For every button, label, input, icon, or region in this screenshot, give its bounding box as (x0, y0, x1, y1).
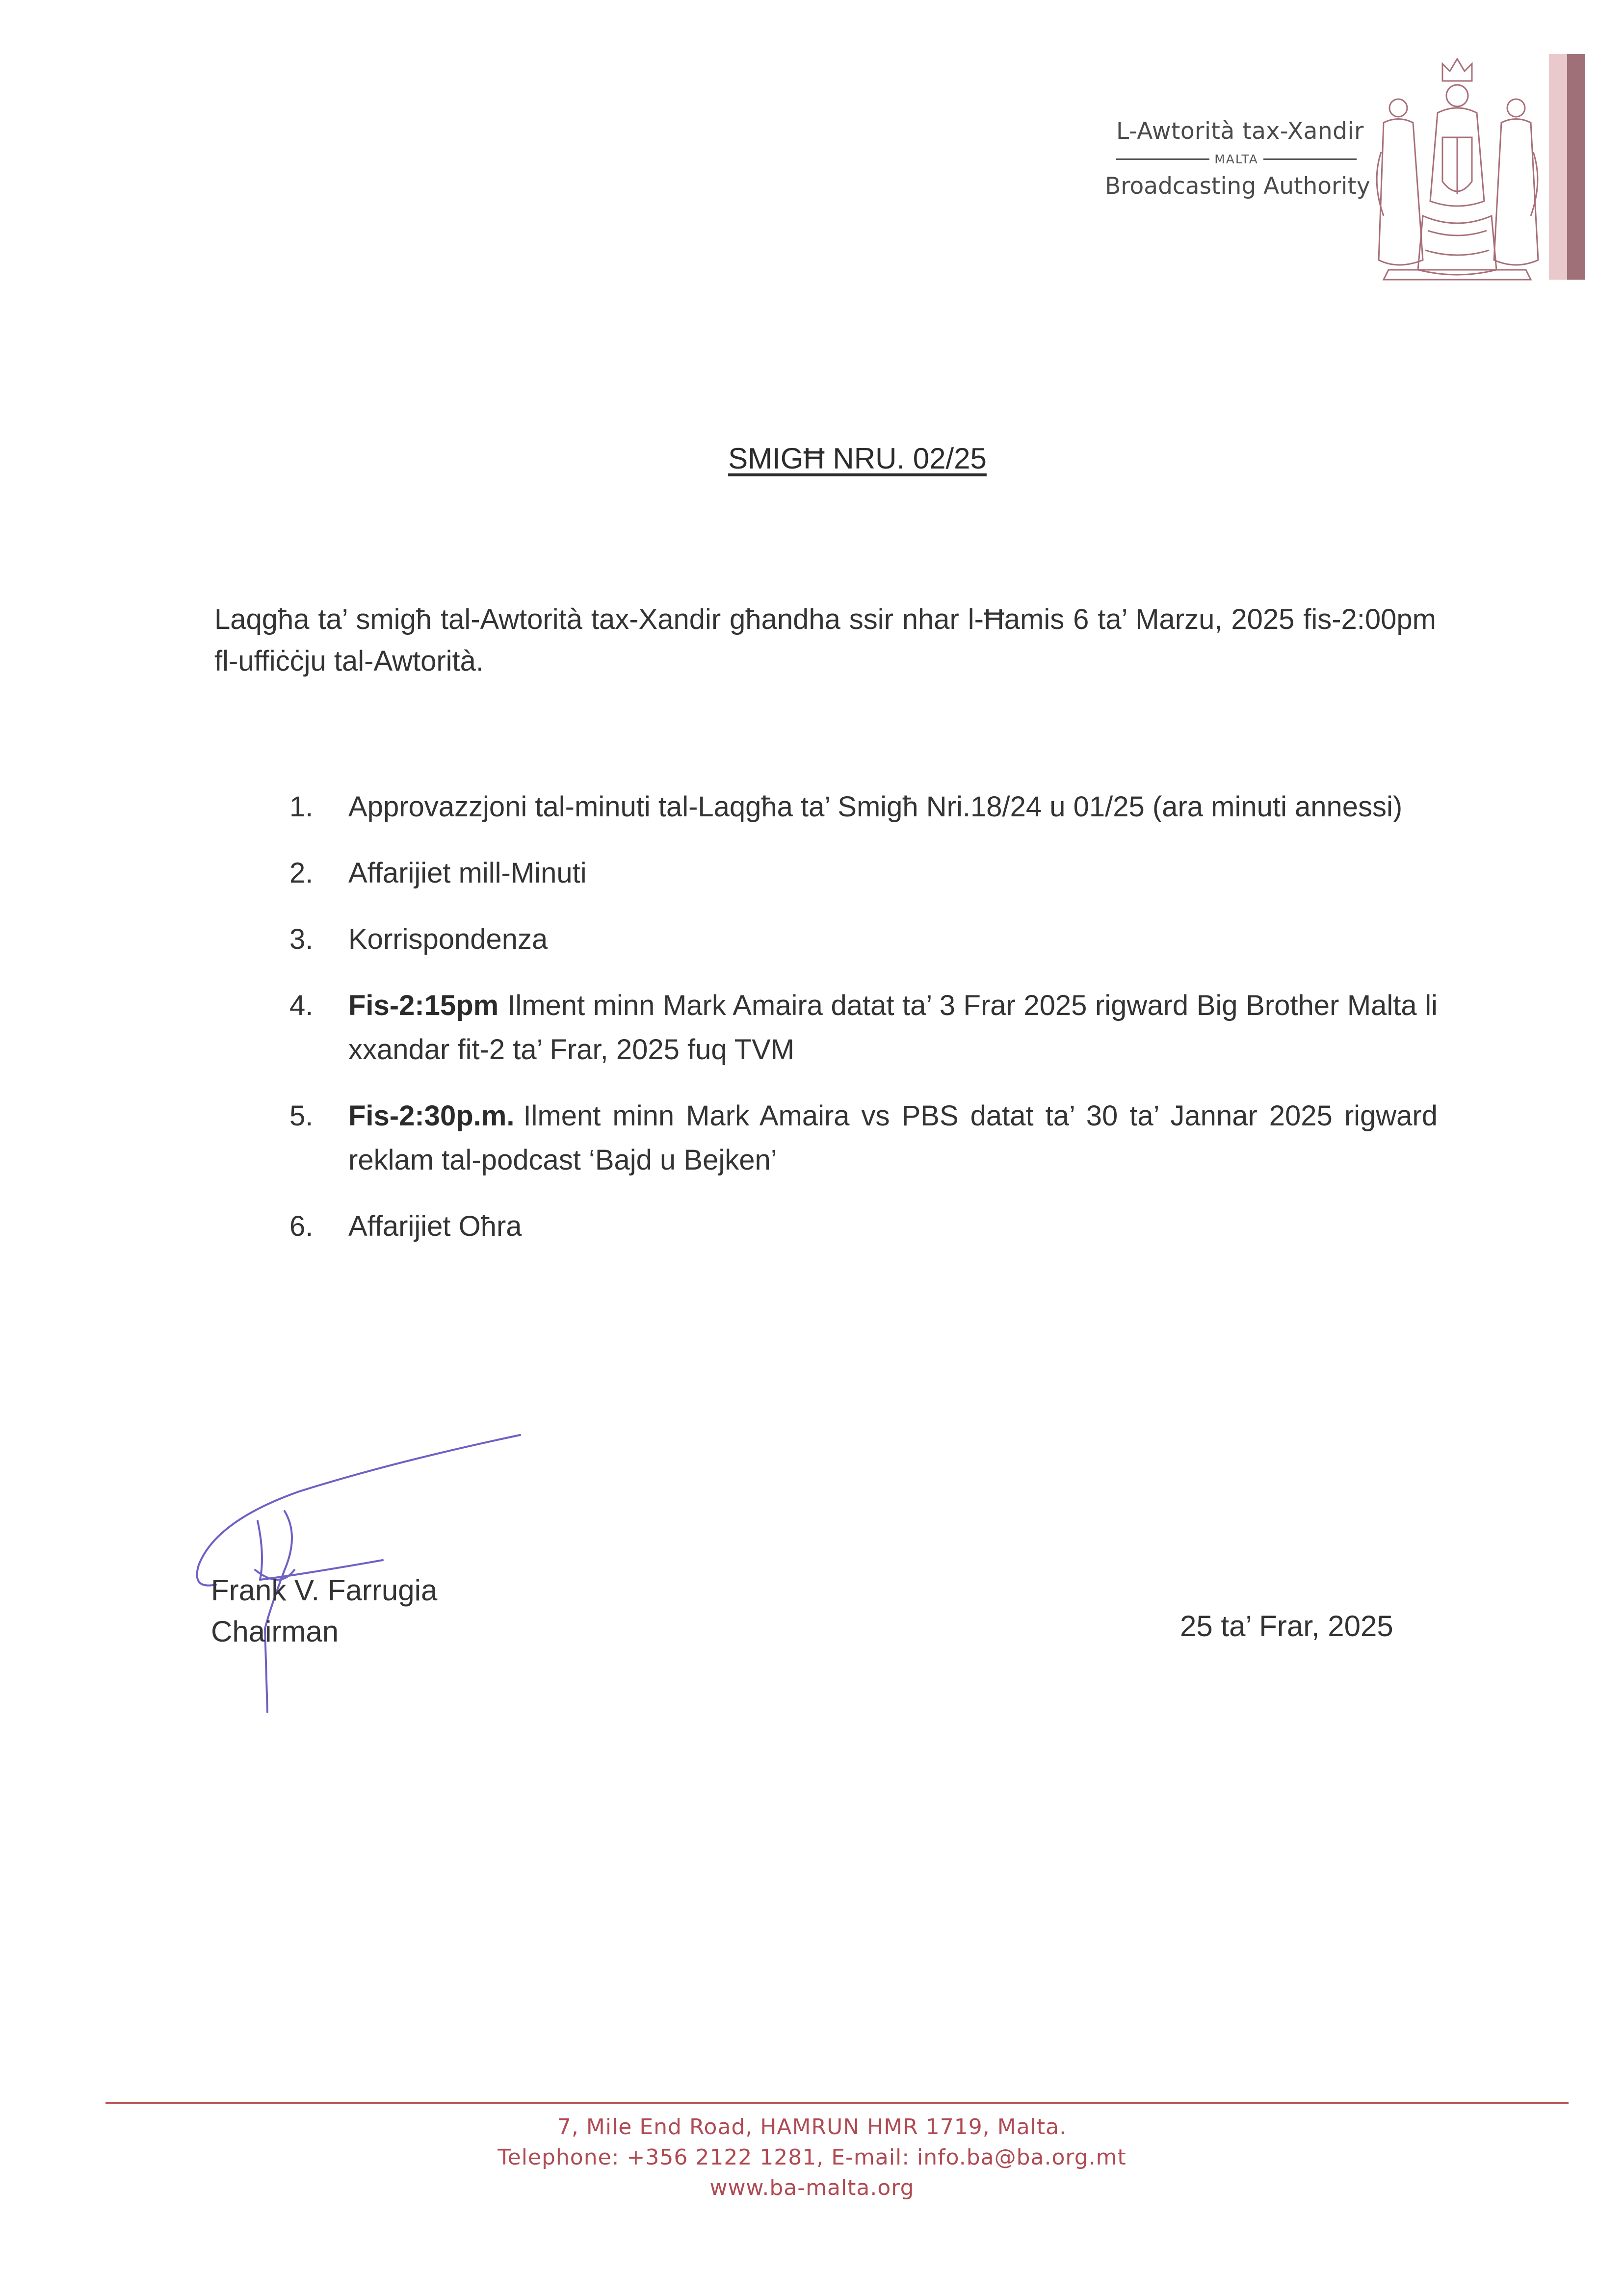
letterhead-country: MALTA (1214, 152, 1258, 166)
signatory-block (211, 1570, 437, 1652)
letterhead-country-row (1116, 150, 1357, 168)
agenda-item-number: 3. (289, 923, 314, 955)
agenda-item-text: Ilment minn Mark Amaira vs PBS datat ta’ 30 ta’ Jannar 2025 rigward reklam tal-podcast ‘Bajd u Bejken’ (348, 1100, 1438, 1176)
agenda-item-text: Affarijiet mill-Minuti (348, 857, 587, 889)
agenda-item-number: 4. (289, 990, 314, 1021)
agenda-item-body (348, 984, 1438, 1072)
agenda-item (289, 984, 1438, 1072)
accent-bar-light (1549, 54, 1567, 280)
agenda-list (289, 785, 1438, 1271)
footer-contact: Telephone: +356 2122 1281, E-mail: info.ba@ba.org.mt (498, 2145, 1126, 2170)
agenda-item-body (348, 1094, 1438, 1182)
agenda-item-number: 6. (289, 1210, 314, 1242)
signatory-role: Chairman (211, 1615, 339, 1648)
agenda-item (289, 785, 1438, 829)
divider (1116, 158, 1209, 160)
agenda-item-time: Fis-2:15pm (348, 990, 499, 1021)
document-date: 25 ta’ Frar, 2025 (1180, 1610, 1393, 1643)
letterhead-maltese-name: L-Awtorità tax-Xandir (1116, 118, 1364, 145)
agenda-item-text: Affarijiet Oħra (348, 1210, 522, 1242)
agenda-item-number: 5. (289, 1100, 314, 1132)
divider (1263, 158, 1357, 160)
accent-bar-dark (1567, 54, 1585, 280)
agenda-item-text: Ilment minn Mark Amaira datat ta’ 3 Frar 2025 rigward Big Brother Malta li xxandar fit-2 ta’ Frar, 2025 fuq TVM (348, 990, 1438, 1066)
agenda-item-time: Fis-2:30p.m. (348, 1100, 515, 1132)
intro-paragraph: Laqgħa ta’ smigħ tal-Awtorità tax-Xandir għandha ssir nhar l-Ħamis 6 ta’ Marzu, 2025 fis-2:00pm fl-uffiċċju tal-Awtorità. (214, 603, 1436, 677)
agenda-item (289, 1094, 1438, 1182)
malta-crest-icon (1369, 54, 1545, 285)
footer-divider (105, 2102, 1569, 2104)
agenda-item-number: 2. (289, 857, 314, 889)
agenda-item (289, 917, 1438, 962)
page-title: SMIGĦ NRU. 02/25 (728, 442, 987, 475)
footer-address: 7, Mile End Road, HAMRUN HMR 1719, Malta. (557, 2114, 1067, 2139)
signatory-name: Frank V. Farrugia (211, 1574, 438, 1607)
agenda-item-number: 1. (289, 791, 314, 823)
agenda-item-text: Approvazzjoni tal-minuti tal-Laqgħa ta’ Smigħ Nri.18/24 u 01/25 (ara minuti annessi) (348, 791, 1403, 823)
agenda-item (289, 1204, 1438, 1249)
agenda-item-text: Korrispondenza (348, 923, 548, 955)
agenda-item (289, 851, 1438, 895)
footer-website[interactable]: www.ba-malta.org (709, 2175, 915, 2200)
letterhead-english-name: Broadcasting Authority (1105, 173, 1370, 200)
